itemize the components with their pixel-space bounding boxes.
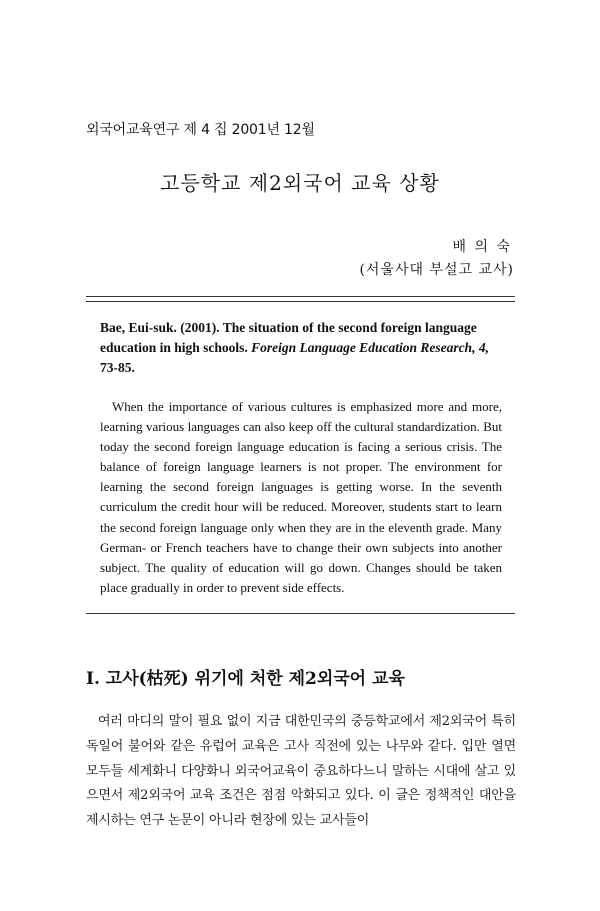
body-paragraph: 여러 마디의 말이 필요 없이 지금 대한민국의 중등학교에서 제2외국어 특히 독일어 불어와 같은 유럽어 교육은 고사 직전에 있는 나무와 같다. 입만 열면 모두들 세계화니 다양화니 외국어교육이 중요하다느니 말하는 시대에 살고 있으면서 제2외국어 교육 조건은 점점 악화되고 있다. 이 글은 정책적인 대안을 제시하는 연구 논문이 아니라 현장에 있는 교사들이 [86,714,516,829]
author-name: 배 의 숙 [452,239,512,255]
citation-text: Bae, Eui-suk. (2001). The situation of the second foreign language education in high schools. [100,320,477,355]
double-rule-divider [86,296,515,302]
abstract-block [100,318,502,598]
citation-journal: Foreign Language Education Research, 4, [251,340,489,355]
section-heading: I. 고사(枯死) 위기에 처한 제2외국어 교육 [86,669,405,689]
rule-divider [86,613,515,614]
paper-title: 고등학교 제2외국어 교육 상황 [160,171,440,195]
author-affiliation: (서울사대 부설고 교사) [359,262,514,278]
citation-pages: 73-85. [100,360,135,375]
citation [100,318,502,378]
abstract-text: When the importance of various cultures is emphasized more and more, learning various languages can also keep off the cultural standardization. But today the second foreign language education is facing a serious crisis. The balance of foreign language learners is not proper. The environment for learning the second foreign languages is getting worse. In the seventh curriculum the credit hour will be reduced. Moreover, students start to learn the second foreign language only when they are in the eleventh grade. Many German- or French teachers have to change their own subjects into another subject. The quality of education will go down. Changes should be taken place gradually in order to prevent side effects. [100,399,502,595]
journal-header: 외국어교육연구 제 4 집 2001년 12월 [86,122,315,138]
